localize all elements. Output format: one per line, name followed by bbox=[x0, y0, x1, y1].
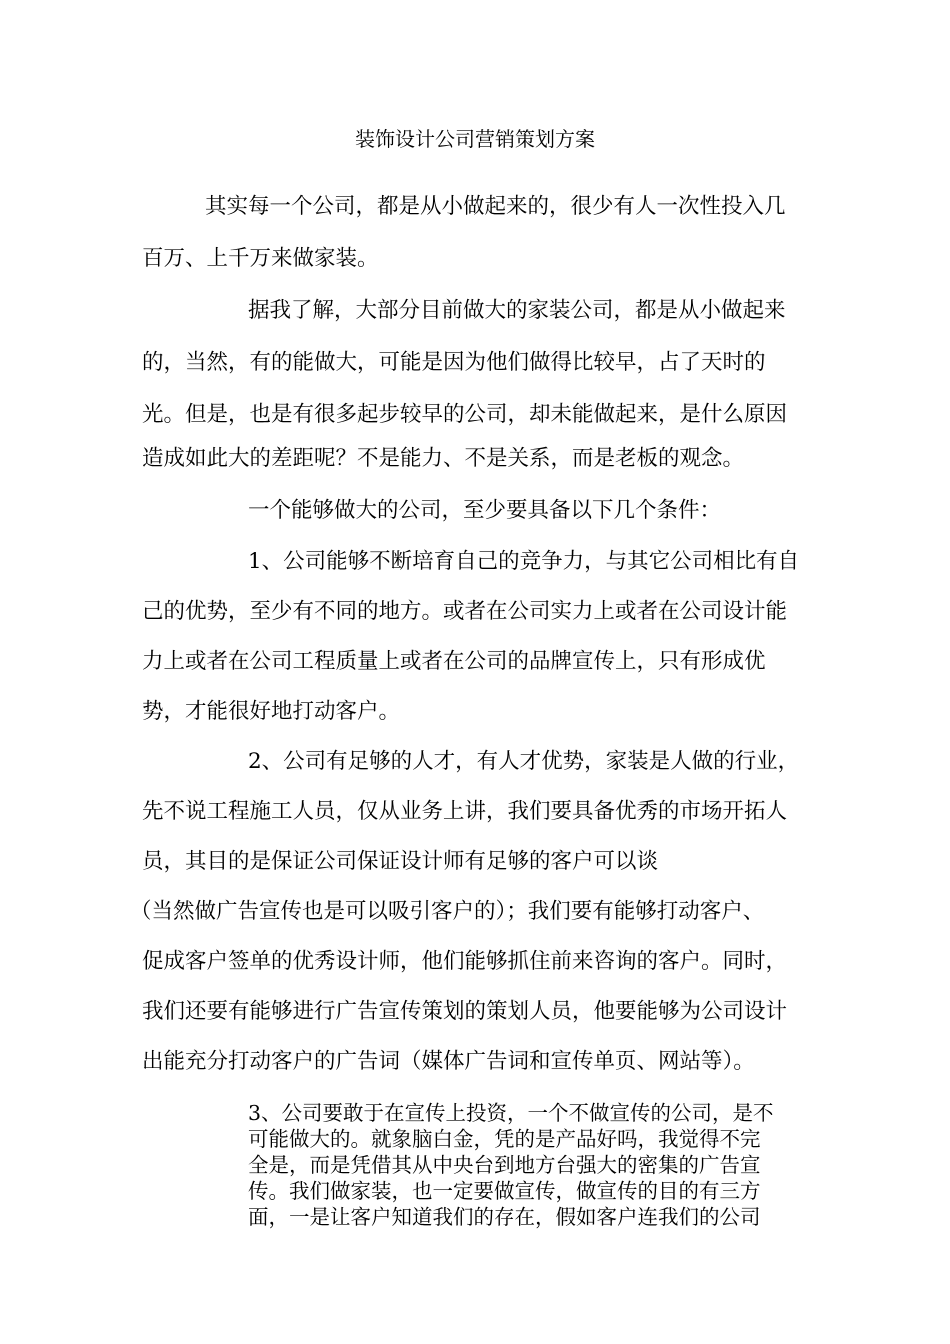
paragraph-6-line-3: 全是，而是凭借其从中央台到地方台强大的密集的广告宣 bbox=[248, 1153, 761, 1177]
paragraph-6-line-1: 3、公司要敢于在宣传上投资，一个不做宣传的公司，是不 bbox=[248, 1101, 774, 1125]
paragraph-2-line-2: 的，当然，有的能做大，可能是因为他们做得比较早，占了天时的 bbox=[142, 350, 766, 375]
document-title: 装饰设计公司营销策划方案 bbox=[355, 127, 595, 151]
paragraph-5-line-5: 促成客户签单的优秀设计师，他们能够抓住前来咨询的客户。同时， bbox=[142, 949, 788, 974]
paragraph-5-line-3: 员，其目的是保证公司保证设计师有足够的客户可以谈 bbox=[142, 849, 659, 874]
paragraph-6-line-2: 可能做大的。就象脑白金，凭的是产品好吗，我觉得不完 bbox=[248, 1127, 761, 1151]
paragraph-5-line-7: 出能充分打动客户的广告词（媒体广告词和宣传单页、网站等）。 bbox=[142, 1049, 755, 1074]
paragraph-3-line-1: 一个能够做大的公司，至少要具备以下几个条件： bbox=[248, 498, 722, 523]
paragraph-5-line-6: 我们还要有能够进行广告宣传策划的策划人员，他要能够为公司设计 bbox=[142, 999, 788, 1024]
paragraph-4-line-1: 1、公司能够不断培育自己的竞争力，与其它公司相比有自 bbox=[248, 549, 800, 574]
paragraph-1-line-1: 其实每一个公司，都是从小做起来的，很少有人一次性投入几 bbox=[205, 194, 786, 219]
paragraph-2-line-4: 造成如此大的差距呢？不是能力、不是关系，而是老板的观念。 bbox=[142, 446, 745, 471]
paragraph-6-line-4: 传。我们做家装，也一定要做宣传，做宣传的目的有三方 bbox=[248, 1179, 761, 1203]
paragraph-4-line-4: 势，才能很好地打动客户。 bbox=[142, 699, 401, 724]
paragraph-2-line-1: 据我了解，大部分目前做大的家装公司，都是从小做起来 bbox=[248, 298, 786, 323]
paragraph-5-line-4: （当然做广告宣传也是可以吸引客户的）；我们要有能够打动客户、 bbox=[130, 899, 765, 924]
paragraph-5-line-2: 先不说工程施工人员，仅从业务上讲，我们要具备优秀的市场开拓人 bbox=[142, 799, 788, 824]
paragraph-4-line-3: 力上或者在公司工程质量上或者在公司的品牌宣传上，只有形成优 bbox=[142, 649, 766, 674]
paragraph-1-line-2: 百万、上千万来做家装。 bbox=[142, 246, 379, 271]
paragraph-6-line-5: 面，一是让客户知道我们的存在，假如客户连我们的公司 bbox=[248, 1205, 761, 1229]
paragraph-5-line-1: 2、公司有足够的人才，有人才优势，家装是人做的行业， bbox=[248, 749, 800, 774]
paragraph-2-line-3: 光。但是，也是有很多起步较早的公司，却未能做起来，是什么原因 bbox=[142, 402, 788, 427]
paragraph-4-line-2: 己的优势，至少有不同的地方。或者在公司实力上或者在公司设计能 bbox=[142, 599, 788, 624]
